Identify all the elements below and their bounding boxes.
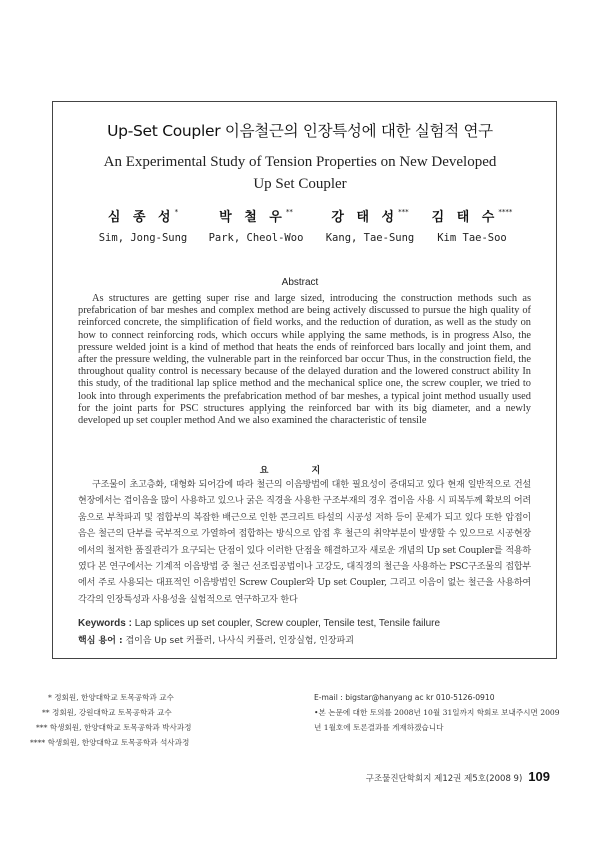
footnote-email: E-mail : bigstar@hanyang ac kr 010-5126-0910: [314, 693, 495, 702]
journal-info: 구조물진단학회지 제12권 제5호(2008 9): [365, 774, 523, 784]
author-1-name-ko: 심 종 성: [107, 210, 175, 225]
title-korean: Up-Set Coupler 이음철근의 인장특성에 대한 실험적 연구: [107, 122, 493, 140]
author-4: [402, 206, 542, 244]
page-footer: [340, 769, 550, 784]
author-4-mark: ****: [498, 207, 513, 216]
korean-summary-heading: 요 지: [259, 466, 341, 476]
korean-summary-text: 구조물이 초고층화, 대형화 되어감에 따라 철근의 이음방법에 대한 필요성이 증대되고 있다 현재 일반적으로 건설현장에서는 겹이음을 많이 사용하고 있으나 굵은 직경을 사용한 구조부재의 경우 겹이음 사용 시 피복두께 확보의 어려움으로 부착파괴 및 접합부의 복잡한 배근으로 인한 콘크리트 타설의 시공성 저하 등이 문제가 되고 있다 또한 압접이음은 철근의 단부를 국부적으로 가열하여 접합하는 방식으로 압접 후 철근의 취약부분이 발생할 수 있으므로 시공현장에서의 철저한 품질관리가 요구되는 단점이 있다 이러한 단점을 해결하고자 새로운 개념의 Up set Coupler를 적용하였다 본 연구에서는 기계적 이음방법 중 철근 선조립공법이나 고강도, 대직경의 철근을 사용하는 PSC구조물의 접합부에서 주로 사용되는 대표적인 이음방법인 Screw Coupler와 Up set Coupler, 그리고 이음이 없는 철근을 사용하여 각각의 인장특성과 사용성을 실험적으로 연구하고자 한다: [78, 480, 531, 605]
footnote-discussion-note: •본 논문에 대한 토의를 2008년 10월 31일까지 학회로 보내주시면 2009년 1월호에 토론결과를 게재하겠습니다: [314, 708, 560, 732]
author-1-name-en: Sim, Jong-Sung: [98, 232, 188, 244]
author-3-name-ko: 강 태 성: [331, 210, 399, 225]
keywords: [78, 618, 548, 629]
title-english-line2: Up Set Coupler: [253, 176, 347, 192]
page-number: 109: [528, 769, 550, 784]
author-3-mark: ***: [398, 207, 409, 216]
keywords-korean-text: 겹이음 Up set 커플러, 나사식 커플러, 인장실험, 인장파괴: [125, 636, 354, 646]
author-1-mark: *: [174, 207, 179, 216]
footnote-affiliation-1: * 정회원, 한양대학교 토목공학과 교수: [48, 693, 174, 702]
author-2-mark: **: [285, 207, 293, 216]
footnotes-contact: [314, 690, 564, 735]
footnote-affiliation-2: ** 정회원, 강원대학교 토목공학과 교수: [42, 708, 172, 717]
keywords-label: Keywords :: [78, 618, 132, 629]
author-4-name-ko: 김 태 수: [431, 210, 499, 225]
author-3-name-en: Kang, Tae-Sung: [325, 232, 415, 244]
keywords-text: Lap splices up set coupler, Screw coupler, Tensile test, Tensile failure: [134, 618, 441, 629]
author-2-name-ko: 박 철 우: [219, 210, 286, 225]
author-4-name-en: Kim Tae-Soo: [437, 232, 507, 244]
keywords-korean: [78, 633, 548, 646]
title-english-line1: An Experimental Study of Tension Properties on New Developed: [103, 154, 497, 170]
footnotes-affiliations: [30, 690, 280, 750]
footnote-affiliation-3: *** 학생회원, 한양대학교 토목공학과 박사과정: [36, 723, 192, 732]
footnote-affiliation-4: **** 학생회원, 한양대학교 토목공학과 석사과정: [30, 738, 190, 747]
author-2-name-en: Park, Cheol-Woo: [208, 232, 304, 244]
keywords-korean-label: 핵심 용어 :: [78, 636, 123, 646]
abstract-text: As structures are getting super rise and large sized, introducing the construction methods such as prefabrication of bar meshes and complex method are being actively discussed to pursue the high quality of reinforced concrete, the simplification of field works, and the reduction of duration, as well as the study on how to connect reinforcing rods, which occurs while applying the same methods, is in progress Also, the pressure welded joint is a kind of method that heats the ends of reinforced bars locally and joint them, and after the pressure welding, the vulnerable part in the reinforced bar occur Thus, in the construction field, the throughout quality control is necessary because of the delayed duration and the lowered construct ability In this study, of the traditional lap splice method and the mechanical splice one, the screw coupler, we tried to look into through experiments the prefabrication method of bar meshes, a typical joint method usually used for the joint parts for PSC structures applying the reinforced bar with its big diameter, and a newly developed up set coupler method And we also examined the characteristic of tensile: [78, 293, 531, 427]
title-english: [0, 151, 600, 195]
abstract-heading: Abstract: [281, 277, 319, 288]
